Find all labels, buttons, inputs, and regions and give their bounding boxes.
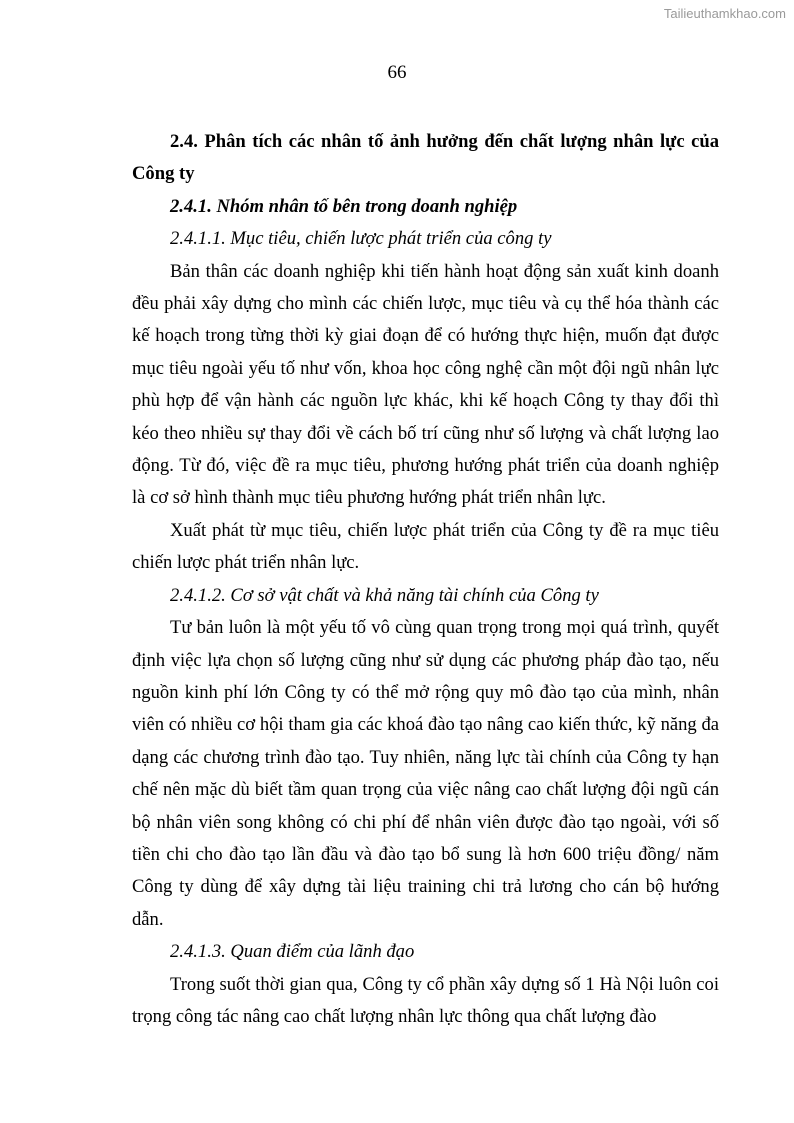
- section-heading-2-4-1-1: 2.4.1.1. Mục tiêu, chiến lược phát triển của công ty: [170, 228, 552, 250]
- section-heading-2-4-1-2: 2.4.1.2. Cơ sở vật chất và khả năng tài chính của Công ty: [170, 584, 599, 606]
- subsection-heading: 2.4.1. Nhóm nhân tố bên trong doanh nghiệp: [170, 195, 518, 217]
- paragraph: Trong suốt thời gian qua, Công ty cổ phần xây dựng số 1 Hà Nội luôn coi trọng công tác nâng cao chất lượng nhân lực thông qua chất lượng đào: [132, 973, 719, 1027]
- section-heading-2-4-1-3: 2.4.1.3. Quan điểm của lãnh đạo: [170, 941, 415, 963]
- watermark-text: Tailieuthamkhao.com: [663, 6, 786, 21]
- paragraph: Tư bản luôn là một yếu tố vô cùng quan trọng trong mọi quá trình, quyết định việc lựa chọn số lượng cũng như sử dụng các phương pháp đào tạo, nếu nguồn kinh phí lớn Công ty có thể mở rộng quy mô đào tạo của mình, nhân viên có nhiều cơ hội tham gia các khoá đào tạo nâng cao kiến thức, kỹ năng đa dạng các chương trình đào tạo. Tuy nhiên, năng lực tài chính của Công ty hạn chế nên mặc dù biết tầm quan trọng của việc nâng cao chất lượng đội ngũ cán bộ nhân viên song không có chi phí để nhân viên được đào tạo ngoài, với số tiền chi cho đào tạo lần đầu và đào tạo bổ sung là hơn 600 triệu đồng/ năm Công ty dùng để xây dựng tài liệu training chi trả lương cho cán bộ hướng dẫn.: [132, 617, 719, 930]
- paragraph: Xuất phát từ mục tiêu, chiến lược phát triển của Công ty đề ra mục tiêu chiến lược phát triển nhân lực.: [132, 519, 719, 574]
- page-number: 66: [387, 62, 407, 83]
- section-heading: 2.4. Phân tích các nhân tố ảnh hưởng đến chất lượng nhân lực của Công ty: [132, 131, 719, 185]
- paragraph: Bản thân các doanh nghiệp khi tiến hành hoạt động sản xuất kinh doanh đều phải xây dựng cho mình các chiến lược, mục tiêu và cụ thể hóa thành các kế hoạch trong từng thời kỳ giai đoạn để có hướng thực hiện, muốn đạt được mục tiêu ngoài yếu tố như vốn, khoa học công nghệ cần một đội ngũ nhân lực phù hợp để vận hành các nguồn lực khác, khi kế hoạch Công ty thay đổi thì kéo theo nhiều sự thay đổi về cách bố trí cũng như số lượng và chất lượng lao động. Từ đó, việc đề ra mục tiêu, phương hướng phát triển của doanh nghiệp là cơ sở hình thành mục tiêu phương hướng phát triển nhân lực.: [132, 260, 719, 509]
- document-body: [132, 126, 719, 1033]
